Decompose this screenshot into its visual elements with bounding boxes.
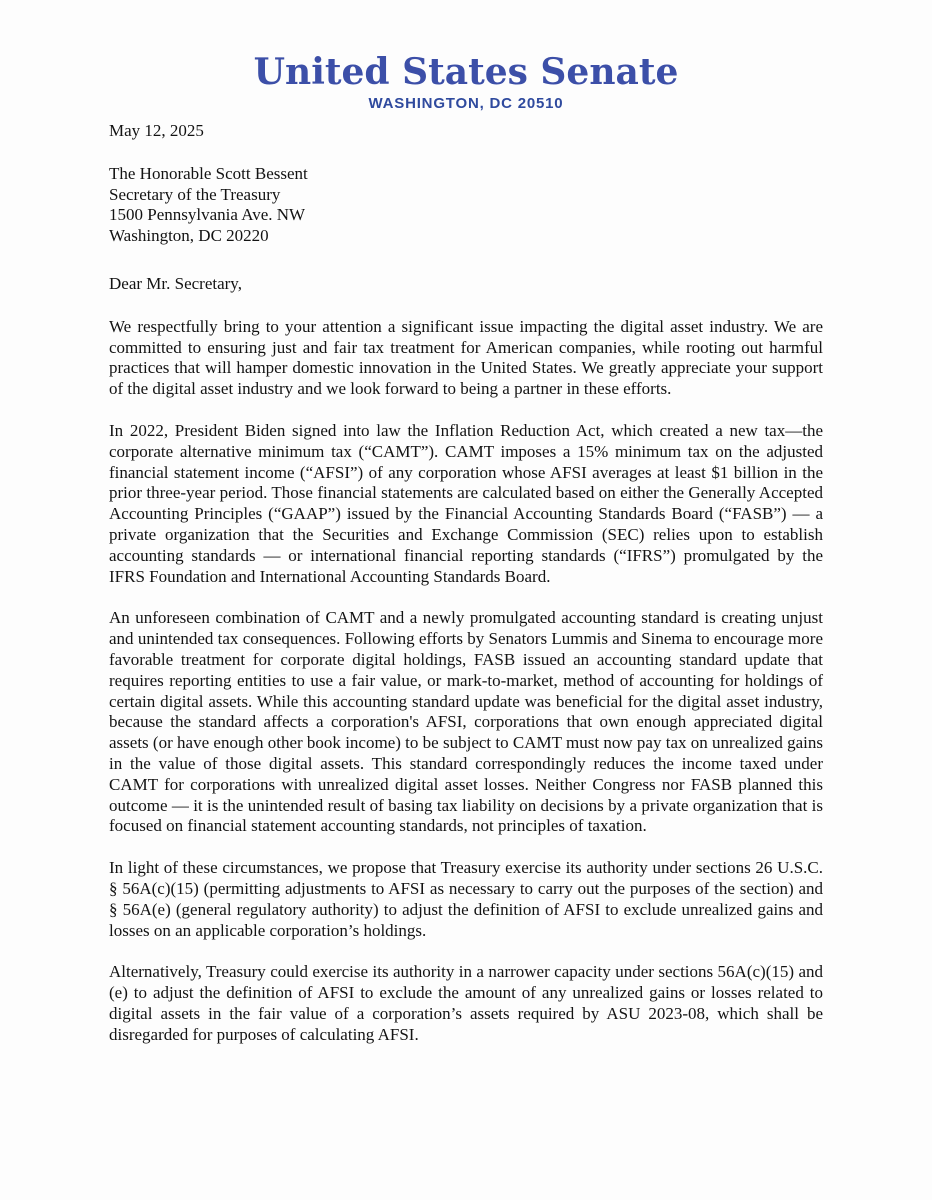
paragraph-camt-background: In 2022, President Biden signed into law the Inflation Reduction Act, which created a new tax—the corporate alternative minimum tax (“CAMT”). CAMT imposes a 15% minimum tax on the adjusted financial statement income (“AFSI”) of any corporation whose AFSI averages at least $1 billion in the prior three-year period. Those financial statements are calculated based on either the Generally Accepted Accounting Principles (“GAAP”) issued by the Financial Accounting Standards Board (“FASB”) — a private organization that the Securities and Exchange Commission (SEC) relies upon to establish accounting standards — or international financial reporting standards (“IFRS”) promulgated by the IFRS Foundation and International Accounting Standards Board. <box>109 420 823 586</box>
date-line: May 12, 2025 <box>109 121 204 140</box>
recipient-block <box>109 164 823 247</box>
salutation: Dear Mr. Secretary, <box>109 273 242 293</box>
recipient-name: The Honorable Scott Bessent <box>109 163 308 183</box>
letterhead-org-address: WASHINGTON, DC 20510 <box>368 95 564 112</box>
letterhead-org-name: United States Senate <box>253 51 679 93</box>
recipient-city: Washington, DC 20220 <box>109 226 269 246</box>
paragraph-intro: We respectfully bring to your attention a significant issue impacting the digital asset industry. We are committed to ensuring just and fair tax treatment for American companies, while rooting out harmful practices that will hamper domestic innovation in the United States. We greatly appreciate your support of the digital asset industry and we look forward to being a partner in these efforts. <box>109 316 823 399</box>
letter-body <box>109 121 823 1045</box>
letterhead <box>0 0 932 112</box>
recipient-title: Secretary of the Treasury <box>109 184 281 204</box>
paragraph-proposal: In light of these circumstances, we propose that Treasury exercise its authority under sections 26 U.S.C. § 56A(c)(15) (permitting adjustments to AFSI as necessary to carry out the purposes of the section) and § 56A(e) (general regulatory authority) to adjust the definition of AFSI to exclude unrealized gains and losses on an applicable corporation’s holdings. <box>109 858 823 940</box>
paragraph-unintended-consequences: An unforeseen combination of CAMT and a newly promulgated accounting standard is creating unjust and unintended tax consequences. Following efforts by Senators Lummis and Sinema to encourage more favorable treatment for corporate digital holdings, FASB issued an accounting standard update that requires reporting entities to use a fair value, or mark-to-market, method of accounting for holdings of certain digital assets. While this accounting standard update was beneficial for the digital asset industry, because the standard affects a corporation's AFSI, corporations that own enough appreciated digital assets (or have enough other book income) to be subject to CAMT must now pay tax on unrealized gains in the value of those digital assets. This standard correspondingly reduces the income taxed under CAMT for corporations with unrealized digital asset losses. Neither Congress nor FASB planned this outcome — it is the unintended result of basing tax liability on decisions by a private organization that is focused on financial statement accounting standards, not principles of taxation. <box>109 608 823 836</box>
paragraph-alternative-proposal: Alternatively, Treasury could exercise its authority in a narrower capacity under sections 56A(c)(15) and (e) to adjust the definition of AFSI to exclude the amount of any unrealized gains or losses related to digital assets in the fair value of a corporation’s assets required by ASU 2023-08, which shall be disregarded for purposes of calculating AFSI. <box>109 962 823 1044</box>
recipient-street: 1500 Pennsylvania Ave. NW <box>109 205 306 225</box>
